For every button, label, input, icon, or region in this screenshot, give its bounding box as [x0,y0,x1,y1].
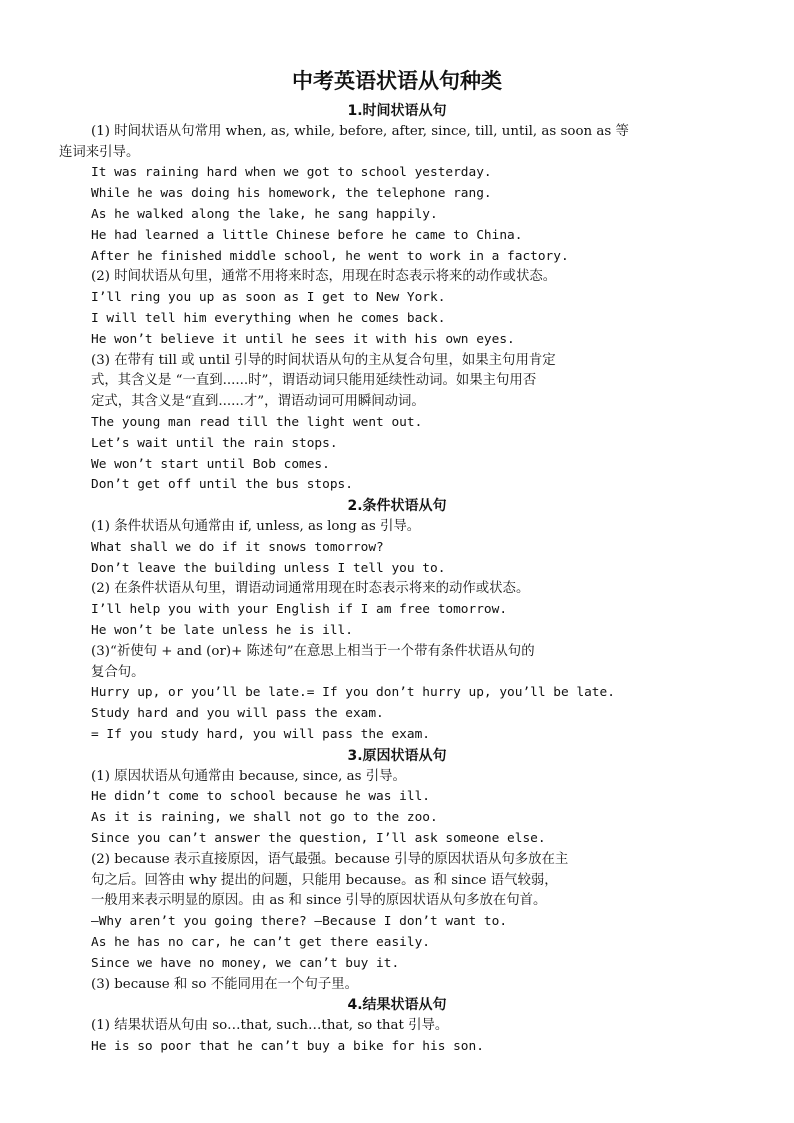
example-sentence: He is so poor that he can’t buy a bike for his son. [91,1039,484,1054]
example-sentence: After he finished middle school, he went to work in a factory. [91,248,569,264]
example-sentence: Since you can’t answer the question, I’ll ask someone else. [91,831,546,846]
example-sentence: As he walked along the lake, he sang happily. [91,207,438,222]
explanation-line: 句之后。回答由 why 提出的问题，只能用 because。as 和 since 语气较弱， [91,872,558,888]
section-heading: 1.时间状语从句 [347,103,447,119]
example-sentence: Since we have no money, we can’t buy it. [91,955,400,971]
example-sentence: He had learned a little Chinese before he came to China. [91,227,523,243]
example-sentence: —Why aren’t you going there? —Because I don’t want to. [91,914,508,930]
explanation-line: (3)“祈使句 + and (or)+ 陈述句”在意思上相当于一个带有条件状语从句的 [91,643,535,659]
explanation-line: (2) 时间状语从句里，通常不用将来时态，用现在时态表示将来的动作或状态。 [91,269,557,285]
example-sentence: Hurry up, or you’ll be late.= If you don’t hurry up, you’ll be late. [91,685,615,701]
example-sentence: As he has no car, he can’t get there easily. [91,935,430,950]
example-sentence: The young man read till the light went out. [91,415,423,430]
example-sentence: I’ll ring you up as soon as I get to New York. [91,290,446,306]
example-sentence: I’ll help you with your English if I am free tomorrow. [91,602,508,618]
explanation-line: (1) 时间状语从句常用 when, as, while, before, after, since, till, until, as soon as 等 [91,123,629,139]
section-heading: 4.结果状语从句 [347,997,447,1014]
example-sentence: Don’t leave the building unless I tell you to. [91,560,446,576]
explanation-line: (1) 条件状语从句通常由 if, unless, as long as 引导。 [91,519,421,534]
explanation-line: 复合句。 [91,664,145,680]
example-sentence: As it is raining, we shall not go to the zoo. [91,810,438,826]
example-sentence: Let’s wait until the rain stops. [91,435,338,451]
example-sentence: He won’t believe it until he sees it with his own eyes. [91,331,515,347]
example-sentence: While he was doing his homework, the telephone rang. [91,186,492,202]
example-sentence: He didn’t come to school because he was ill. [91,789,430,805]
explanation-line: 定式，其含义是“直到......才”，谓语动词可用瞬间动词。 [91,394,425,410]
explanation-line: (1) 原因状语从句通常由 because, since, as 引导。 [91,768,406,784]
explanation-line: (2) 在条件状语从句里，谓语动词通常用现在时态表示将来的动作或状态。 [91,581,530,597]
explanation-line: (2) because 表示直接原因，语气最强。because 引导的原因状语从句多放在主 [91,851,569,867]
explanation-line: (1) 结果状语从句由 so…that, such…that, so that 引导。 [91,1018,449,1034]
example-sentence: What shall we do if it snows tomorrow? [91,539,384,555]
document-title: 中考英语状语从句种类 [292,69,502,93]
example-sentence: I will tell him everything when he comes back. [91,311,446,326]
explanation-line: 式，其含义是 “一直到......时”，谓语动词只能用延续性动词。如果主句用否 [91,373,537,389]
explanation-line: (3) because 和 so 不能同用在一个句子里。 [91,976,359,992]
example-sentence: We won’t start until Bob comes. [91,456,330,472]
section-heading: 3.原因状语从句 [347,747,447,764]
explanation-line: (3) 在带有 till 或 until 引导的时间状语从句的主从复合句里，如果主句用肯定 [91,352,556,368]
example-sentence: It was raining hard when we got to school yesterday. [91,165,492,181]
example-sentence: He won’t be late unless he is ill. [91,623,353,638]
section-heading: 2.条件状语从句 [347,498,447,515]
example-sentence: Study hard and you will pass the exam. [91,706,384,722]
example-sentence: = If you study hard, you will pass the exam. [91,727,430,742]
explanation-line: 连词来引导。 [59,144,140,160]
explanation-line: 一般用来表示明显的原因。由 as 和 since 引导的原因状语从句多放在句首。 [91,893,547,909]
example-sentence: Don’t get off until the bus stops. [91,477,353,493]
